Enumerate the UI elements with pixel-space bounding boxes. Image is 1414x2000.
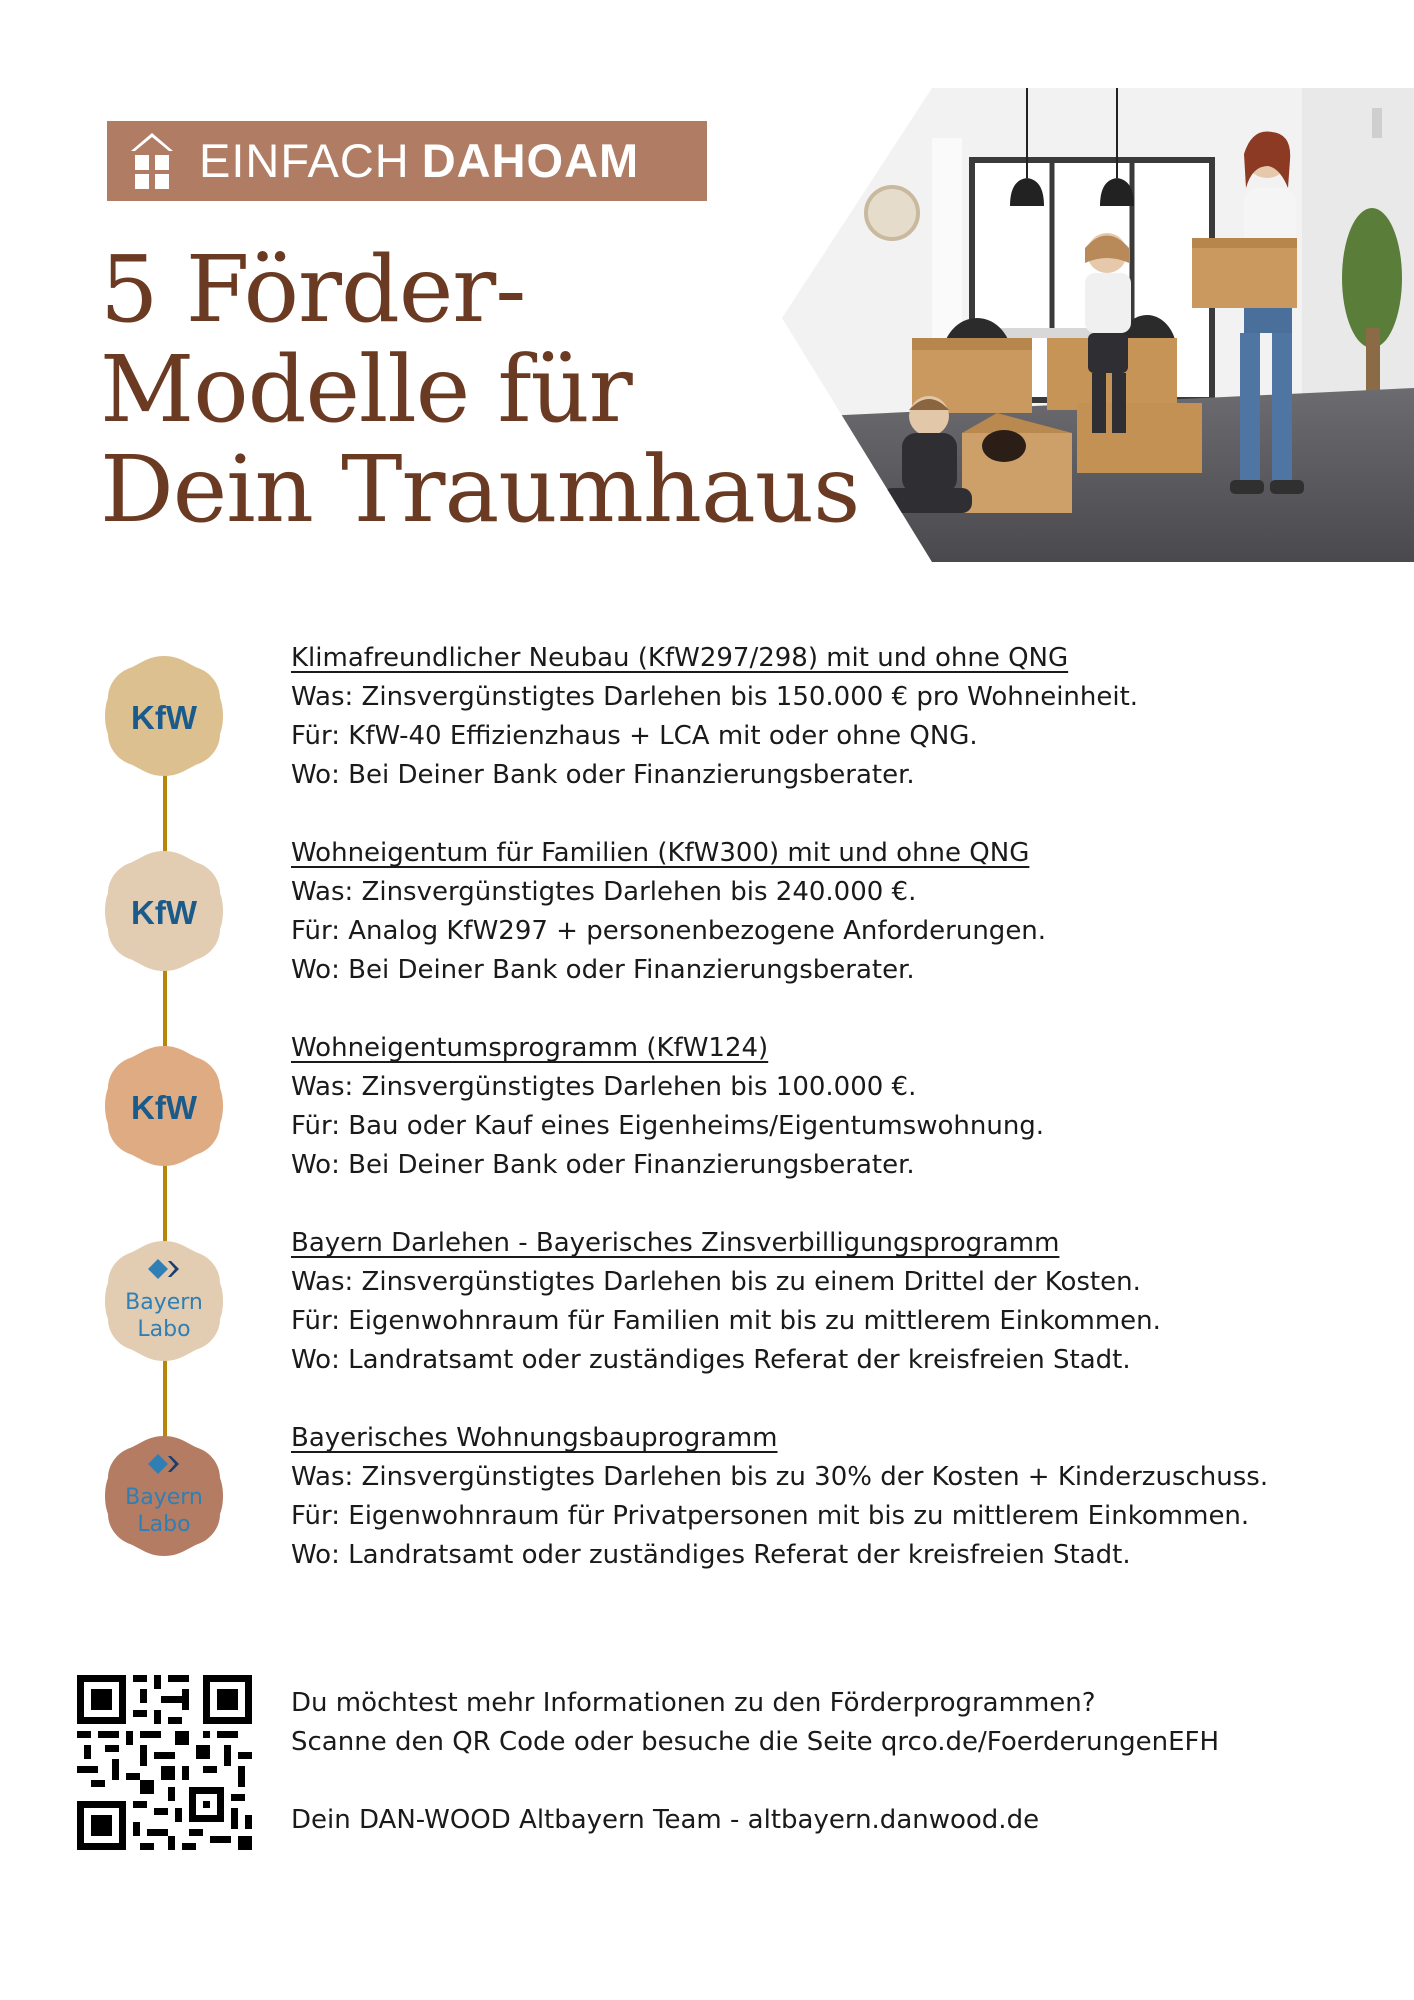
title-line-1: 5 Förder- bbox=[100, 236, 526, 343]
program-was: Was: Zinsvergünstigtes Darlehen bis 150.000 € pro Wohneinheit. bbox=[291, 682, 1139, 712]
program-title: Wohneigentum für Familien (KfW300) mit und ohne QNG bbox=[291, 838, 1030, 868]
title-line-2: Modelle für bbox=[100, 336, 632, 443]
bayern-labo-logo-badge bbox=[102, 1434, 226, 1558]
page-title bbox=[100, 236, 860, 543]
program-was: Was: Zinsvergünstigtes Darlehen bis 100.000 €. bbox=[291, 1072, 917, 1102]
footer-question: Du möchtest mehr Informationen zu den Förderprogrammen? bbox=[291, 1688, 1096, 1718]
program-wo: Wo: Landratsamt oder zuständiges Referat der kreisfreien Stadt. bbox=[291, 1345, 1131, 1375]
program-fuer: Für: Eigenwohnraum für Privatpersonen mit bis zu mittlerem Einkommen. bbox=[291, 1501, 1250, 1531]
program-title: Bayerisches Wohnungsbauprogramm bbox=[291, 1423, 778, 1453]
svg-text:Labo: Labo bbox=[137, 1317, 191, 1342]
svg-text:Bayern: Bayern bbox=[125, 1485, 203, 1510]
bayern-labo-logo-badge bbox=[102, 1239, 226, 1363]
svg-text:KfW: KfW bbox=[131, 894, 197, 931]
qr-code[interactable] bbox=[77, 1675, 252, 1850]
program-bayern-darlehen bbox=[291, 1224, 1391, 1380]
hero-photo-family-moving bbox=[782, 88, 1414, 562]
house-icon bbox=[129, 131, 175, 191]
kfw-logo-badge bbox=[102, 1044, 226, 1168]
footer-info bbox=[291, 1684, 1219, 1840]
program-wo: Wo: Landratsamt oder zuständiges Referat der kreisfreien Stadt. bbox=[291, 1540, 1131, 1570]
brand-logo bbox=[107, 121, 707, 201]
program-kfw300 bbox=[291, 834, 1391, 990]
program-wo: Wo: Bei Deiner Bank oder Finanzierungsberater. bbox=[291, 955, 915, 985]
program-kfw124 bbox=[291, 1029, 1391, 1185]
program-title: Bayern Darlehen - Bayerisches Zinsverbilligungsprogramm bbox=[291, 1228, 1060, 1258]
footer-scan-link[interactable]: Scanne den QR Code oder besuche die Seite qrco.de/FoerderungenEFH bbox=[291, 1727, 1220, 1757]
program-fuer: Für: KfW-40 Effizienzhaus + LCA mit oder ohne QNG. bbox=[291, 721, 978, 751]
svg-text:Labo: Labo bbox=[137, 1512, 191, 1537]
brand-name: EINFACH DAHOAM bbox=[199, 134, 640, 187]
svg-text:Bayern: Bayern bbox=[125, 1290, 203, 1315]
program-fuer: Für: Analog KfW297 + personenbezogene Anforderungen. bbox=[291, 916, 1047, 946]
kfw-logo-badge bbox=[102, 654, 226, 778]
svg-text:KfW: KfW bbox=[131, 1089, 197, 1126]
program-bayern-wohnungsbau bbox=[291, 1419, 1391, 1575]
svg-text:KfW: KfW bbox=[131, 699, 197, 736]
program-fuer: Für: Eigenwohnraum für Familien mit bis zu mittlerem Einkommen. bbox=[291, 1306, 1161, 1336]
program-title: Klimafreundlicher Neubau (KfW297/298) mit und ohne QNG bbox=[291, 643, 1069, 673]
program-wo: Wo: Bei Deiner Bank oder Finanzierungsberater. bbox=[291, 1150, 915, 1180]
program-was: Was: Zinsvergünstigtes Darlehen bis zu einem Drittel der Kosten. bbox=[291, 1267, 1141, 1297]
footer-team-link[interactable]: Dein DAN-WOOD Altbayern Team - altbayern.danwood.de bbox=[291, 1805, 1040, 1835]
program-title: Wohneigentumsprogramm (KfW124) bbox=[291, 1033, 769, 1063]
title-line-3: Dein Traumhaus bbox=[100, 436, 860, 543]
program-wo: Wo: Bei Deiner Bank oder Finanzierungsberater. bbox=[291, 760, 915, 790]
program-was: Was: Zinsvergünstigtes Darlehen bis zu 30% der Kosten + Kinderzuschuss. bbox=[291, 1462, 1269, 1492]
kfw-logo-badge bbox=[102, 849, 226, 973]
program-was: Was: Zinsvergünstigtes Darlehen bis 240.000 €. bbox=[291, 877, 917, 907]
program-kfw297 bbox=[291, 639, 1391, 795]
program-fuer: Für: Bau oder Kauf eines Eigenheims/Eigentumswohnung. bbox=[291, 1111, 1045, 1141]
